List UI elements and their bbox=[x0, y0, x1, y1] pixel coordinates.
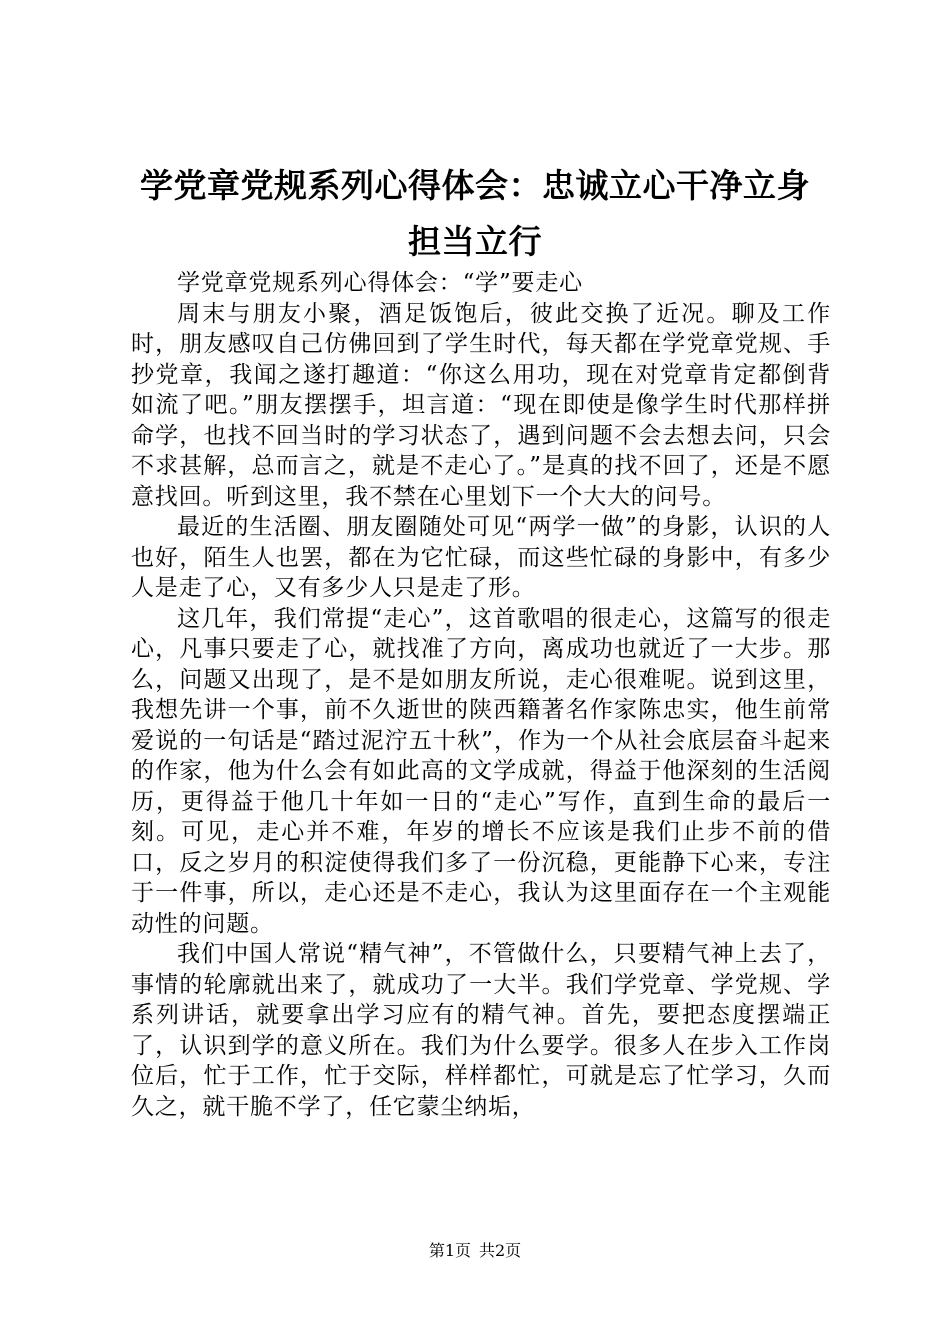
document-body bbox=[131, 268, 831, 1122]
body-paragraph: 最近的生活圈、朋友圈随处可见“两学一做”的身影，认识的人也好，陌生人也罢，都在为它忙碌，而这些忙碌的身影中，有多少人是走了心，又有多少人只是走了形。 bbox=[131, 514, 831, 601]
body-paragraph: 我们中国人常说“精气神”，不管做什么，只要精气神上去了，事情的轮廓就出来了，就成功了一大半。我们学党章、学党规、学系列讲话，就要拿出学习应有的精气神。首先，要把态度摆端正了，认识到学的意义所在。我们为什么要学。很多人在步入工作岗位后，忙于工作，忙于交际，样样都忙，可就是忘了忙学习，久而久之，就干脆不学了，任它蒙尘纳垢， bbox=[131, 941, 831, 1120]
page-footer bbox=[0, 1241, 950, 1261]
title-line-1: 学党章党规系列心得体会：忠诚立心干净立身 bbox=[140, 166, 810, 205]
subtitle-paragraph: 学党章党规系列心得体会：“学”要走心 bbox=[177, 270, 583, 296]
title-line-2: 担当立行 bbox=[408, 222, 542, 261]
body-paragraph: 这几年，我们常提“走心”，这首歌唱的很走心，这篇写的很走心，凡事只要走了心，就找准了方向，离成功也就近了一大步。那么，问题又出现了，是不是如朋友所说，走心很难呢。说到这里，我想先讲一个事，前不久逝世的陕西籍著名作家陈忠实，他生前常爱说的一句话是“踏过泥泞五十秋”，作为一个从社会底层奋斗起来的作家，他为什么会有如此高的文学成就，得益于他深刻的生活阅历，更得益于他几十年如一日的“走心”写作，直到生命的最后一刻。可见，走心并不难，年岁的增长不应该是我们止步不前的借口，反之岁月的积淀使得我们多了一份沉稳，更能静下心来，专注于一件事，所以，走心还是不走心，我认为这里面存在一个主观能动性的问题。 bbox=[131, 605, 831, 937]
document-title bbox=[120, 158, 830, 270]
page-total: 共2页 bbox=[479, 1241, 522, 1260]
body-paragraph: 周末与朋友小聚，酒足饭饱后，彼此交换了近况。聊及工作时，朋友感叹自己仿佛回到了学生时代，每天都在学党章党规、手抄党章，我闻之遂打趣道：“你这么用功，现在对党章肯定都倒背如流了吧。”朋友摆摆手，坦言道：“现在即使是像学生时代那样拼命学，也找不回当时的学习状态了，遇到问题不会去想去问，只会不求甚解，总而言之，就是不走心了。”是真的找不回了，还是不愿意找回。听到这里，我不禁在心里划下一个大大的问号。 bbox=[131, 300, 831, 510]
page-number: 第1页 bbox=[428, 1241, 471, 1260]
